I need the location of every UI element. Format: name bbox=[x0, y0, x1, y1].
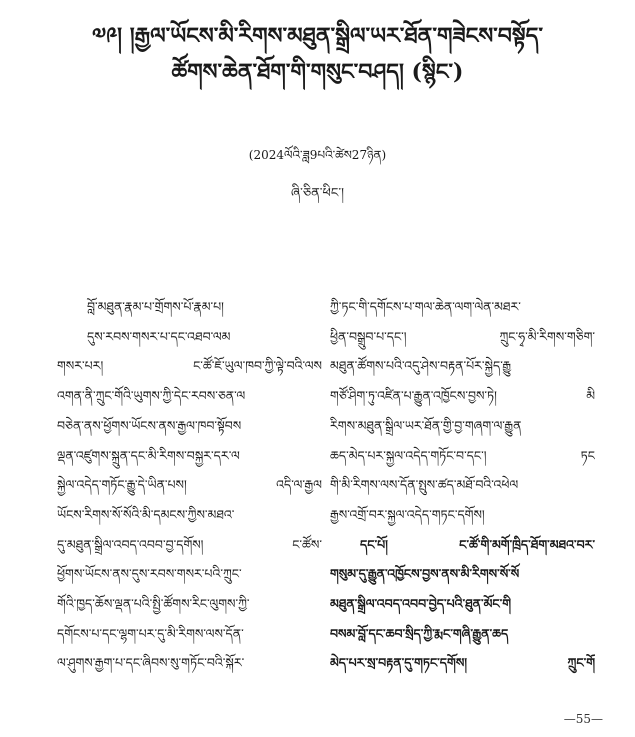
date-subtitle: (2024ལོའི་ཟླ9པའི་ཚེས27ཉིན) bbox=[248, 148, 387, 162]
paragraph-line: ཕྱིན་བསྒྲུབ་པ་དང་། ཀྲུང་ཧྭ་མི་རིགས་གཅིག་ bbox=[330, 328, 595, 344]
left-column bbox=[57, 292, 322, 678]
paragraph-line: གཙོ་ཤིག་ཏུ་འཛིན་པ་རྒྱུན་འཁྱོངས་བྱས་ཏེ། མི bbox=[330, 388, 595, 404]
paragraph-line: ཆད་མེད་པར་སྐྱལ་འདེད་གཏོང་བ་དང་། ཏང bbox=[330, 447, 595, 463]
paragraph-line: འགན་ནི་ཀྲུང་གོའི་ཡུགས་ཀྱི་དེང་རབས་ཅན་ལ bbox=[57, 388, 246, 404]
paragraph-line: མཐུན་ཚོགས་པའི་འདུ་ཤེས་བརྟན་པོར་སྐྱེད་རྒྱུ bbox=[330, 358, 511, 374]
title-line-1: ༧༩། །རྒྱལ་ཡོངས་མི་རིགས་མཐུན་སྒྲིལ་ཡར་ཐོན་གཟེངས་བསྟོད་ bbox=[91, 23, 544, 49]
paragraph-line: དགོངས་པ་དང་ལྷག་པར་དུ་མི་རིགས་ལས་དོན་ bbox=[57, 625, 244, 641]
paragraph-line: ཡོངས་རིགས་སོ་སོའི་མི་དམངས་ཀྱིས་མཐའ་ bbox=[57, 506, 235, 522]
paragraph-line: མེད་པར་སྲ་བརྟན་དུ་གཏང་དགོས། ཀྲུང་གོ bbox=[330, 655, 595, 671]
paragraph-line: དུས་རབས་གསར་པ་དང་འཐབ་ལམ bbox=[87, 328, 231, 344]
right-column bbox=[330, 292, 595, 678]
paragraph-line: ཀྱི་ཏང་གི་དགོངས་པ་གལ་ཆེན་ལག་ལེན་མཐར་ bbox=[330, 299, 521, 314]
paragraph-line: བློ་མཐུན་རྣམ་པ་གྲོགས་པོ་རྣམ་པ། bbox=[87, 299, 224, 314]
paragraph-line: དུ་མཐུན་སྒྲིལ་འབད་འབབ་བྱ་དགོས། ང་ཚོས་ bbox=[57, 536, 322, 552]
document-title bbox=[30, 18, 605, 90]
paragraph-line: རྒྱས་འགྲོ་བར་སྐྱལ་འདེད་གཏང་དགོས། bbox=[330, 506, 485, 522]
paragraph-line: མཐུན་སྒྲིལ་འབད་འབབ་བྱེད་པའི་ཐུན་མོང་གི bbox=[330, 596, 512, 612]
title-line-2: ཚོགས་ཆེན་ཐོག་གི་གསུང་བཤད། (སྙིང་) bbox=[171, 59, 464, 85]
paragraph-line: སྐྱེལ་འདེད་གཏོང་རྒྱུ་དེ་ཡིན་པས། འདི་ལ་རྒྱལ bbox=[57, 477, 322, 493]
page-number: —55— bbox=[563, 712, 603, 726]
paragraph-line: བསམ་བློ་དང་ཆབ་སྲིད་ཀྱི་རྨང་གཞི་རྒྱུན་ཆད bbox=[330, 625, 509, 641]
author-name: ཞི་ཅིན་ཕིང་། bbox=[291, 186, 344, 201]
paragraph-line: ལྡན་འཛུགས་སྐྲུན་དང་མི་རིགས་བསྐྱར་དར་ལ bbox=[57, 447, 240, 463]
paragraph-line: ལ་ཤུགས་རྒྱག་པ་དང་ཞིབས་སུ་གཏོང་བའི་སྐོར་ bbox=[57, 655, 245, 671]
paragraph-line: གོའི་ཁྱད་ཆོས་ལྡན་པའི་སྤྱི་ཚོགས་རིང་ལུགས་ཀྱི་ bbox=[57, 596, 250, 612]
paragraph-line: དང་པོ། ང་ཚོ་གི་མགོ་ཁྲིད་ཐོག་མཐའ་བར་ bbox=[360, 536, 595, 552]
paragraph-line: ཕྱོགས་ཡོངས་ནས་དུས་རབས་གསར་པའི་ཀྲུང་ bbox=[57, 566, 242, 582]
paragraph-line: གི་མི་རིགས་ལས་དོན་སྤུས་ཚད་མཐོ་བའི་འཕེལ bbox=[330, 477, 519, 493]
paragraph-line: རིགས་མཐུན་སྒྲིལ་ཡར་ཐོན་གྱི་བྱ་གཞག་ལ་རྒྱུན bbox=[330, 417, 522, 433]
paragraph-line: བཅེན་ནས་ཕྱོགས་ཡོངས་ནས་རྒྱལ་ཁབ་སྟོབས bbox=[57, 417, 242, 433]
paragraph-line: གསུམ་དུ་རྒྱུན་འཁྱོངས་བྱས་ནས་མི་རིགས་སོ་སོ bbox=[330, 566, 520, 582]
paragraph-line: གསར་པར། ང་ཚོ་ཇོ་ཡུལ་ཁབ་ཀྱི་ལྟེ་བའི་ལས bbox=[57, 358, 322, 374]
